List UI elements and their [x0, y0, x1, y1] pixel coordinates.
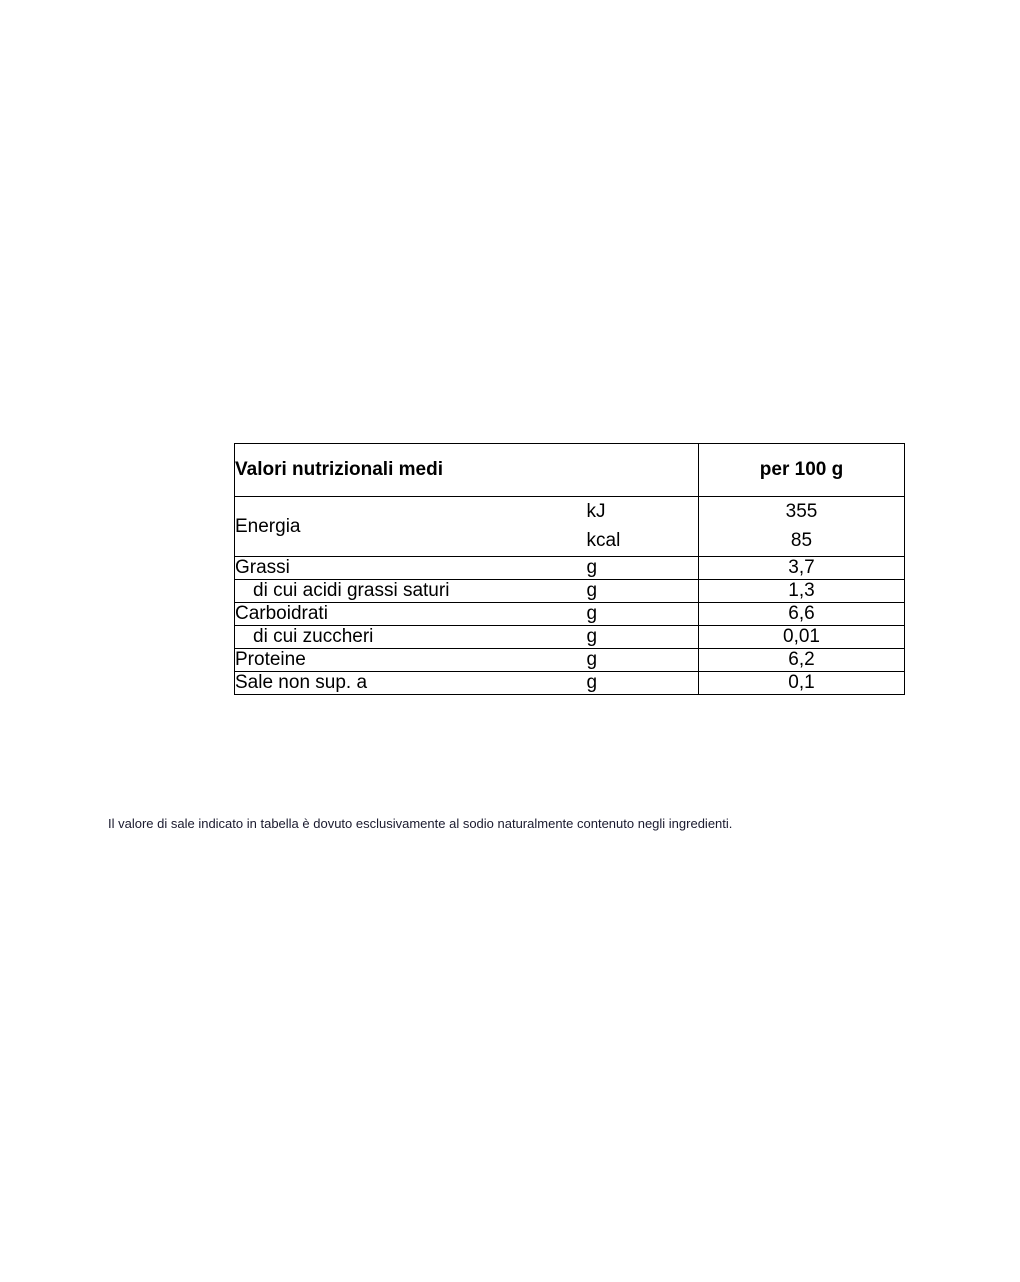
nutrient-value: 6,6 [699, 602, 905, 625]
nutrient-label: Grassi [235, 556, 587, 579]
table-header-blank-cell [587, 444, 699, 497]
table-row-energy [235, 497, 905, 557]
salt-footnote: Il valore di sale indicato in tabella è dovuto esclusivamente al sodio naturalmente contenuto negli ingredienti. [108, 816, 733, 831]
table-row [235, 648, 905, 671]
nutrient-value: 3,7 [699, 556, 905, 579]
table-row [235, 602, 905, 625]
table-value-column-header: per 100 g [699, 444, 905, 497]
nutrient-label: di cui acidi grassi saturi [235, 579, 587, 602]
nutrient-unit: g [587, 579, 699, 602]
table-row [235, 671, 905, 694]
energy-unit-kj: kJ [586, 501, 606, 522]
nutrient-label: Sale non sup. a [235, 671, 587, 694]
table-header-row [235, 444, 905, 497]
nutrient-value: 0,1 [699, 671, 905, 694]
energy-units-cell [587, 497, 699, 557]
nutrient-label: di cui zuccheri [235, 625, 587, 648]
energy-label: Energia [235, 497, 587, 557]
nutrient-unit: g [587, 648, 699, 671]
table-row [235, 625, 905, 648]
nutrient-unit: g [587, 671, 699, 694]
nutrient-value: 6,2 [699, 648, 905, 671]
energy-value-kj: 355 [785, 501, 818, 522]
table-row [235, 579, 905, 602]
nutrient-value: 1,3 [699, 579, 905, 602]
nutrient-label: Carboidrati [235, 602, 587, 625]
table-row [235, 556, 905, 579]
energy-unit-kcal: kcal [586, 530, 621, 552]
nutrient-unit: g [587, 556, 699, 579]
energy-values-cell [699, 497, 905, 557]
nutrient-unit: g [587, 602, 699, 625]
energy-value-kcal: 85 [790, 530, 813, 552]
table-title-cell: Valori nutrizionali medi [235, 444, 587, 497]
nutrient-unit: g [587, 625, 699, 648]
nutrient-value: 0,01 [699, 625, 905, 648]
nutrient-label: Proteine [235, 648, 587, 671]
nutrition-table-container [234, 443, 904, 695]
nutrition-table [234, 443, 905, 695]
